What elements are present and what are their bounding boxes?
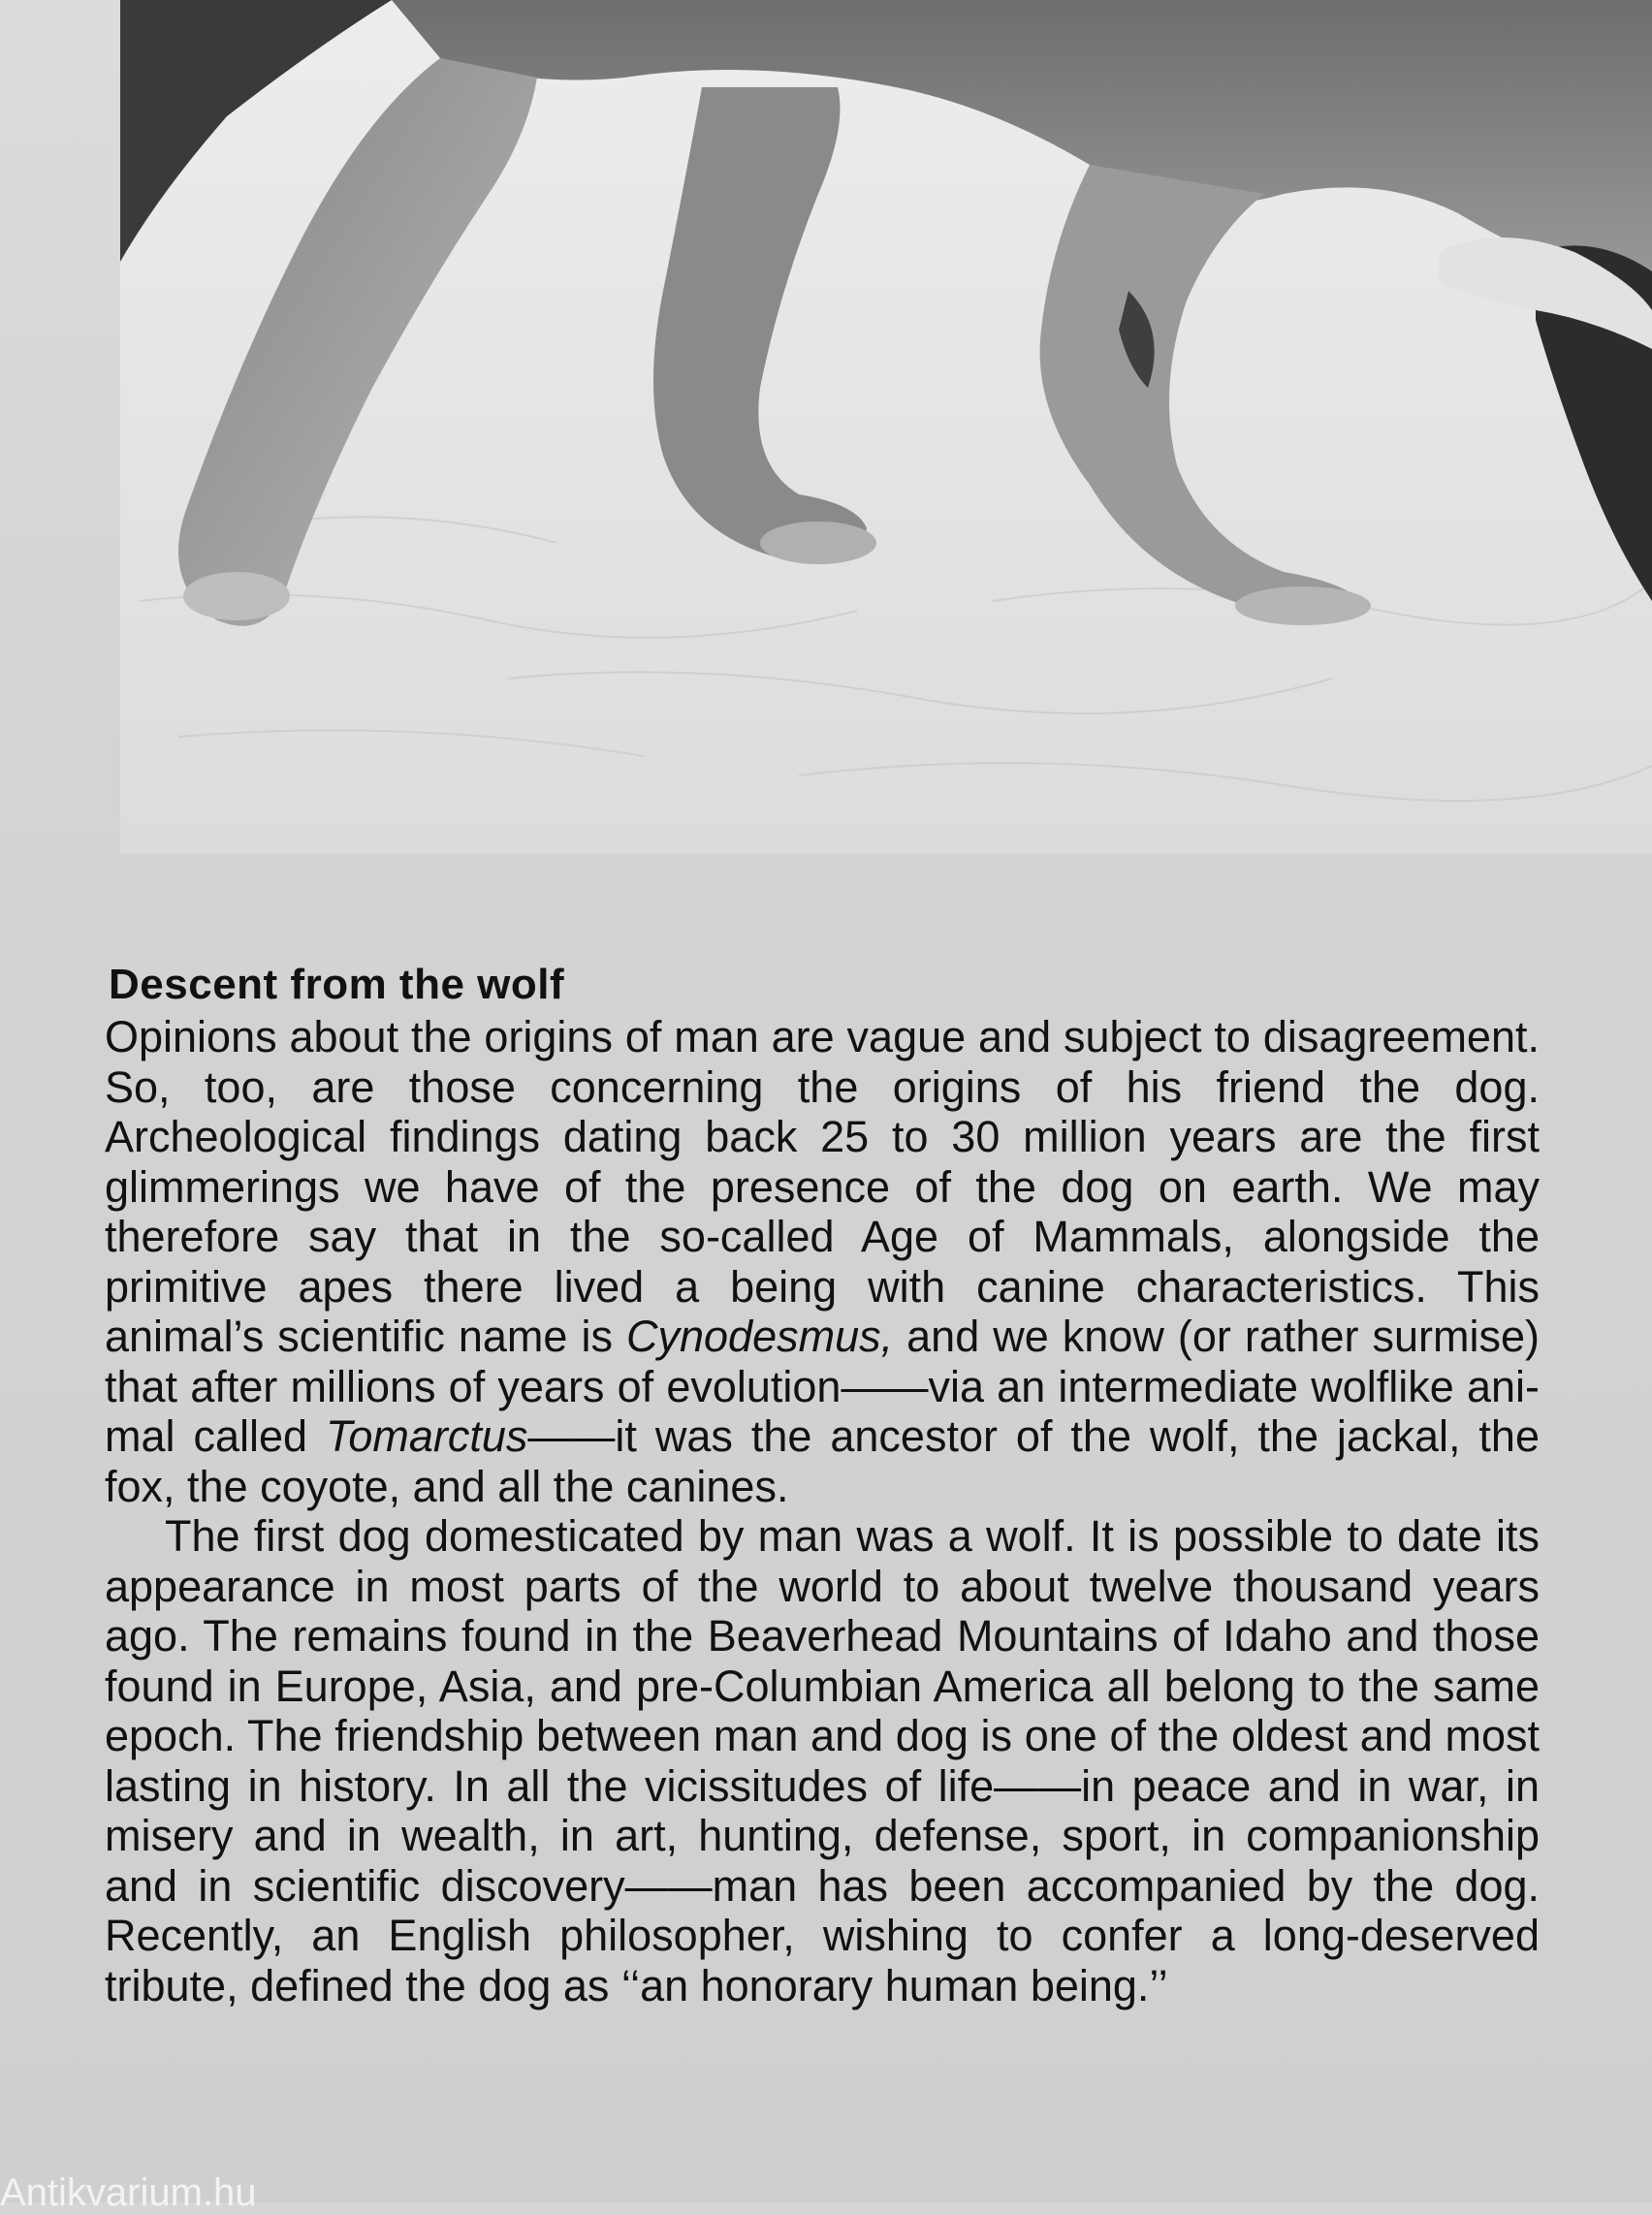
paragraph-1-text-a: Opinions about the origins of man are vague and subject to disagreement. So, too, are those concerning the origins of his friend the dog. Archeological findings dating back 25 to 30 million years are the first glimmerings we have of the presence of the dog on earth. We may therefore say that in the so-called Age of Mammals, alongside the primitive apes there lived a being with canine characteristics. This animal’s scientific name is: [105, 1012, 1540, 1361]
section-heading: Descent from the wolf: [109, 961, 565, 1008]
paragraph-1-text-b: and we know (or rather surmise) that after millions of years of evolution——via an intermediate wolflike animal called: [105, 1312, 1540, 1461]
wolf-photo: [120, 0, 1652, 853]
watermark: Antikvarium.hu: [0, 2171, 257, 2214]
paragraph-1: [105, 1012, 1540, 1511]
term-cynodesmus: Cynodesmus,: [625, 1312, 894, 1361]
paragraph-2: The first dog domesticated by man was a wolf. It is possible to date its appearance in most parts of the world to about twelve thousand years ago. The remains found in the Beaverhead Mountains of Idaho and those found in Europe, Asia, and pre-Columbian America all belong to the same epoch. The friendship between man and dog is one of the oldest and most lasting in history. In all the vicissitudes of life——in peace and in war, in misery and in wealth, in art, hunting, defense, sport, in companionship and in scientific discovery——man has been accompanied by the dog. Recently, an English philosopher, wishing to confer a long-deserved tribute, defined the dog as ‘‘an honorary human being.’’: [105, 1511, 1540, 2010]
term-tomarctus: Tomarctus: [326, 1411, 528, 1461]
paragraph-1-text-c: ——it was the ancestor of the wolf, the jackal, the fox, the coyote, and all the canines.: [105, 1411, 1540, 1511]
article: [105, 960, 1540, 2010]
wolf-legs-in-snow-image: [120, 0, 1652, 853]
